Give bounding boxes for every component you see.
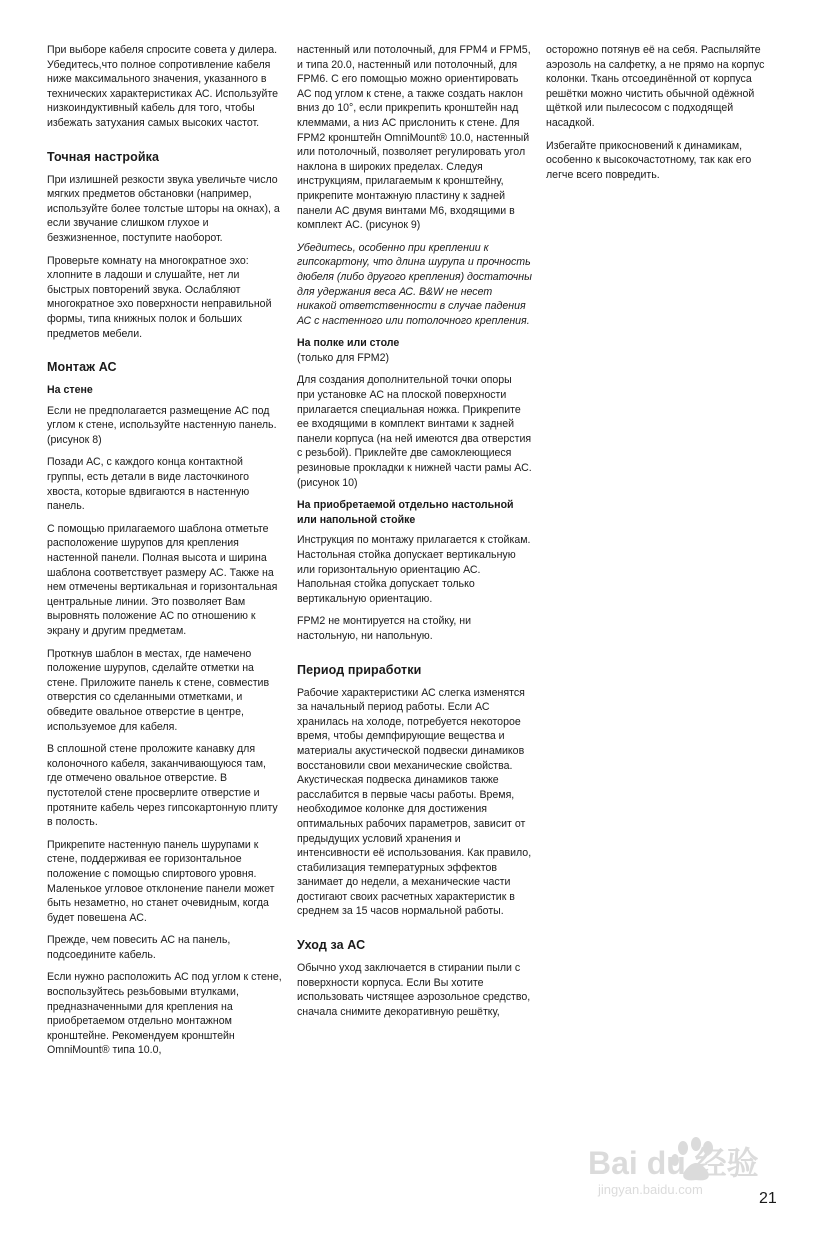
- paragraph-wall-1: Если не предполагается размещение АС под углом к стене, используйте настенную панель. (рисунок 8): [47, 404, 277, 446]
- heading-fine-tuning: Точная настройка: [47, 149, 160, 164]
- baidu-watermark: [588, 1130, 773, 1200]
- paragraph-cable: При выборе кабеля спросите совета у дилера. Убедитесь,что полное сопротивление кабеля ниже максимального значения, указанного в технических характеристиках АС. Используйте низкоиндуктивный кабель для того, чтобы избежать затухания самых высоких частот.: [47, 44, 279, 129]
- paragraph-wall-7: Прежде, чем повесить АС на панель, подсоедините кабель.: [47, 934, 231, 961]
- paragraph-warning: Убедитесь, особенно при креплении к гипсокартону, что длина шурупа и прочность дюбеля (либо другого крепления) достаточны для удержания веса АС. B&W не несет никакой ответственности в случае падения АС с настенного или потолочного крепления.: [297, 241, 532, 327]
- watermark-url: jingyan.baidu.com: [598, 1182, 703, 1197]
- paragraph-wall-8: Если нужно расположить АС под углом к стене, воспользуйтесь резьбовыми втулками, предназначенными для крепления на приобретаемом отдельно монтажном кронштейне. Рекомендуем кронштейн OmniMount® типа 10.0,: [47, 971, 282, 1057]
- paragraph-burn-in: Рабочие характеристики АС слегка изменятся за начальный период работы. Если АС хранилась на холоде, потребуется некоторое время, чтобы демпфирующие вещества и материалы акустической подвески динамиков восстановили свои механические свойства. Акустическая подвеска динамиков также расслабится в первые часы работы. Время, необходимое колонке для достижения оптимальных рабочих параметров, зависит от предыдущих условий хранения и интенсивности её использования. Как правило, стабилизация температурных эффектов занимает до недели, а механические части достигают своих расчетных характеристик в среднем за 15 часов нормальной работы.: [297, 686, 532, 918]
- subheading-shelf-note: (только для FPM2): [297, 351, 390, 364]
- paragraph-wall-2: Позади АС, с каждого конца контактной группы, есть детали в виде ласточкиного хвоста, которые вдвигаются в настенную панель.: [47, 456, 250, 513]
- heading-mounting: Монтаж АС: [47, 360, 117, 375]
- paragraph-wall-4: Проткнув шаблон в местах, где намечено положение шурупов, сделайте отметки на стене. Приложите панель к стене, совместив отверстия со сделанными отметками, и обведите овальное отверстие в центре, используемое для кабеля.: [47, 647, 270, 733]
- paragraph-stand-1: Инструкция по монтажу прилагается к стойкам. Настольная стойка допускает вертикальную или горизонтальную ориентацию АС. Напольная стойка допускает только вертикальную ориентацию.: [297, 534, 531, 605]
- paragraph-wall-5: В сплошной стене проложите канавку для колоночного кабеля, заканчивающуюся там, где отмечено овальное отверстие. В пустотелой стене просверлите отверстие и протяните кабель через гипсокартонную плиту в полость.: [47, 743, 278, 829]
- column-1: [47, 43, 282, 1066]
- paragraph-bracket: настенный или потолочный, для FPM4 и FPM5, и типа 20.0, настенный или потолочный, для FPM6. С его помощью можно ориентировать АС под углом к стене, а также создать наклон вниз до 10°, если прикрепить кронштейн над клеммами, а низ АС прислонить к стене. Для FPM2 кронштейн OmniMount® 10.0, настенный или потолочный, позволяет регулировать угол наклона в широких пределах. Следуя инструкциям, прилагаемым к кронштейну, прикрепите монтажную пластину к задней панели АС двумя винтами M6, входящими в комплект АС. (рисунок 9): [297, 44, 531, 232]
- paragraph-fine-2: Проверьте комнату на многократное эхо: хлопните в ладоши и слушайте, нет ли быстрых повторений звука. Ослабляют многократное эхо поверхности неправильной формы, типа книжных полок и больших предметов мебели.: [47, 254, 272, 340]
- paragraph-avoid-touch: Избегайте прикосновений к динамикам, особенно к высокочастотному, так как его легче всего повредить.: [546, 139, 752, 181]
- subheading-shelf: На полке или столе: [297, 337, 400, 350]
- paragraph-stand-2: FPM2 не монтируется на стойку, ни настольную, ни напольную.: [297, 615, 472, 642]
- subheading-stand: На приобретаемой отдельно настольной или напольной стойке: [297, 499, 514, 526]
- subheading-on-wall: На стене: [47, 384, 93, 397]
- paragraph-care-cont: осторожно потянув её на себя. Распыляйте аэрозоль на салфетку, а не прямо на корпус колонки. Ткань отсоединённой от корпуса решётки можно чистить обычной одёжной щёткой или пылесосом с подходящей насадкой.: [546, 44, 765, 129]
- page-number: 21: [759, 1190, 777, 1207]
- paragraph-care: Обычно уход заключается в стирании пыли с поверхности корпуса. Если Вы хотите использовать чистящее аэрозольное средство, сначала снимите декоративную решётку,: [297, 962, 531, 1018]
- column-3: [546, 43, 781, 190]
- watermark-brand: Bai du 经验: [588, 1145, 759, 1181]
- paragraph-wall-3: С помощью прилагаемого шаблона отметьте расположение шурупов для крепления настенной панели. Полная высота и ширина шаблона соответствует размеру АС. Также на нем отмечены вертикальная и горизонтальная центральные линии. Это позволяет Вам выровнять положение АС по отношению к экрану и другим предметам.: [47, 522, 278, 637]
- heading-care: Уход за АС: [297, 938, 366, 953]
- paragraph-shelf: Для создания дополнительной точки опоры при установке АС на плоской поверхности прилагается специальная ножка. Прикрепите ее входящими в комплект винтами к задней панели корпуса (на ней имеются два отверстия с резьбой). Приклейте две самоклеющиеся резиновые прокладки к нижней части рамы АС. (рисунок 10): [297, 374, 532, 489]
- heading-burn-in: Период приработки: [297, 662, 422, 677]
- paragraph-fine-1: При излишней резкости звука увеличьте число мягких предметов обстановки (например, используйте более толстые шторы на окнах), а если звучание слишком глухое и безжизненное, поступите наоборот.: [47, 173, 280, 244]
- paragraph-wall-6: Прикрепите настенную панель шурупами к стене, поддерживая ее горизонтальное положение с помощью спиртового уровня. Маленькое угловое отклонение панели может быть незаметно, но станет очевидным, когда будет повешена АС.: [47, 838, 275, 924]
- column-2: [297, 43, 532, 1027]
